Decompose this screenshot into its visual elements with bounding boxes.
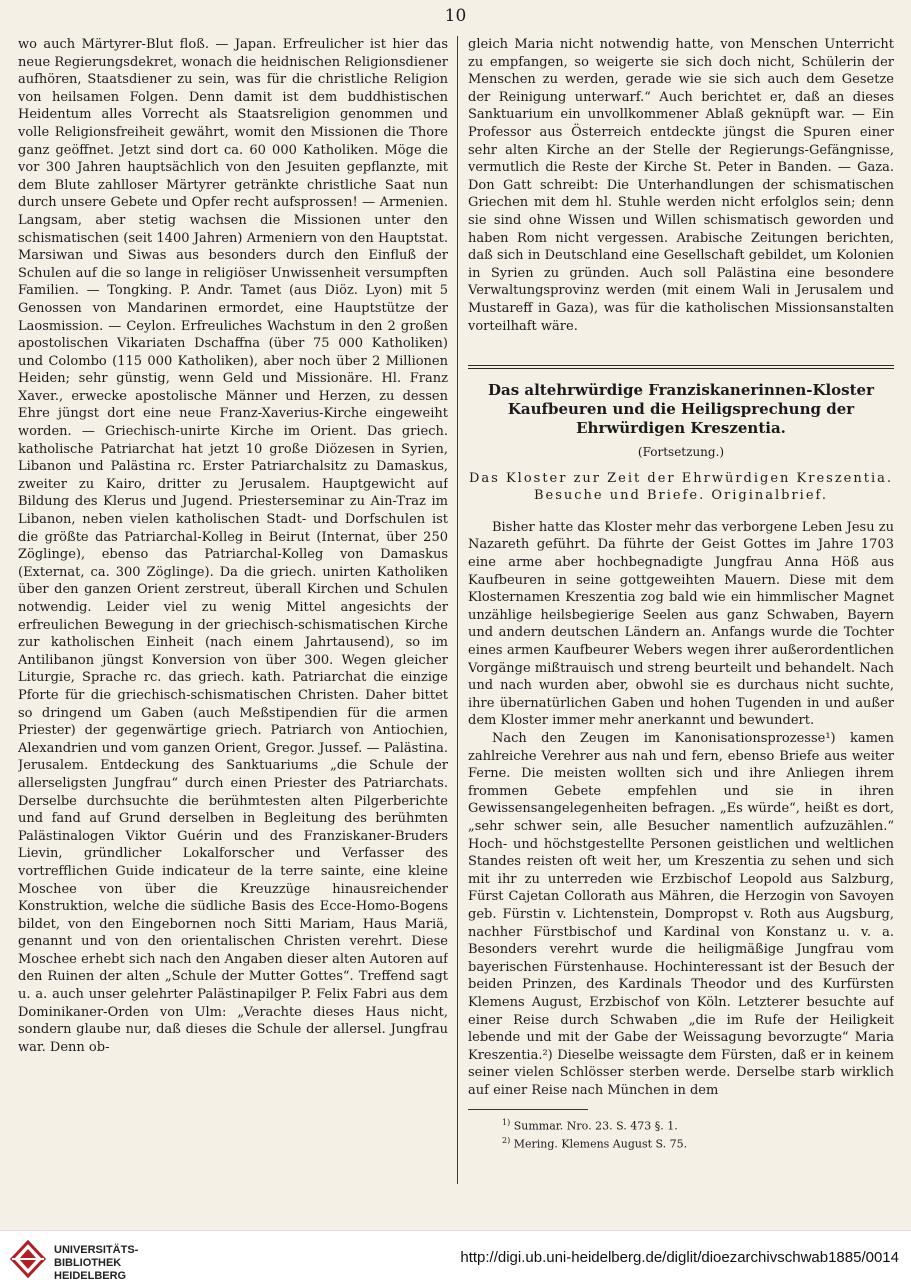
footnote-text: Summar. Nro. 23. S. 473 §. 1. — [513, 1120, 678, 1134]
university-library-logo-icon[interactable] — [8, 1239, 48, 1279]
source-url-link[interactable]: http://digi.ub.uni-heidelberg.de/diglit/dioezarchivschwab1885/0014 — [460, 1249, 899, 1266]
article-paragraph: Nach den Zeugen im Kanonisationsprozesse¹) kamen zahlreiche Verehrer aus nah und fern, ebenso Briefe aus weiter Ferne. Die meisten wollten sich und ihre Anliegen ihrem frommen Gebete empfehlen und sie in ihren Gewissensangelegenheiten befragen. „Es würde“, heißt es dort, „sehr schwer sein, alle Besucher namentlich aufzuzählen.“ Hoch- und höchstgestellte Personen geistlichen und weltlichen Standes reisten oft weit her, um Kreszentia zu sehen und sich mit ihr zu unterreden wie Erzbischof Leopold aus Salzburg, Fürst Cajetan Collorath aus Mähren, die Herzogin von Savoyen geb. Fürstin v. Lichtenstein, Dompropst v. Roth aus Augsburg, nachher Fürstbischof und Kardinal von Konstanz u. v. a. Besonders verehrt wurde die heiligmäßige Jungfrau vom bayerischen Fürstenhause. Hochinteressant ist der Besuch der beiden Prinzen, des Kardinals Theodor und des Kurfürsten Klemens August, Erzbischof von Köln. Letzterer besuchte auf einer Reise durch Schwaben „die im Rufe der Heiligkeit lebende und mit der Gabe der Weissagung bevorzugte“ Maria Kreszentia.²) Dieselbe weissagte dem Fürsten, daß er in keinem seiner vielen Schlösser sterben werde. Derselbe starb wirklich auf einer Reise nach München in dem — [468, 731, 894, 1098]
article-paragraph: Bisher hatte das Kloster mehr das verborgene Leben Jesu zu Nazareth geführt. Da führte der Geist Gottes im Jahre 1703 eine arme aber hochbegnadigte Jungfrau Anna Höß aus Kaufbeuren in seine gottgeweihten Mauern. Diese mit dem Klosternamen Kreszentia zog bald wie ein himmlischer Magnet unzählige heilsbegierige Seelen aus ganz Schwaben, Bayern und andern deutschen Ländern an. Anfangs wurde die Tochter eines armen Kaufbeurer Webers wegen ihrer außerordentlichen Vorgänge mißtrauisch und streng beurteilt und behandelt. Nach und nach wurden aber, obwohl sie es durchaus nicht suchte, ihre übernatürlichen Gaben und hohen Tugenden in und außer dem Kloster immer mehr anerkannt und bewundert. — [468, 519, 894, 729]
column-divider — [457, 36, 458, 1184]
continued-label: (Fortsetzung.) — [637, 445, 725, 460]
right-column — [468, 36, 894, 1186]
page-number: 10 — [444, 6, 467, 26]
footnote-rule — [468, 1109, 588, 1110]
footnote-mark: 1) — [502, 1118, 511, 1128]
left-column — [18, 36, 448, 1186]
article-separator — [468, 365, 894, 369]
footnote-text: Mering. Klemens August S. 75. — [513, 1137, 688, 1151]
footnote — [502, 1134, 894, 1152]
left-column-text: wo auch Märtyrer-Blut floß. — Japan. Erfreulicher ist hier das neue Regierungsdekret, wonach die heidnischen Religionsdiener aufhören, Staatsdiener zu sein, was für die christliche Religion von heilsamen Folgen. Denn damit ist dem buddhistischen Heidentum alles Vorrecht als Staatsreligion genommen und volle Religionsfreiheit gewährt, womit den Missionen die Thore ganz geöffnet. Jetzt sind dort ca. 60 000 Katholiken. Möge die vor 300 Jahren hauptsächlich von den Jesuiten gepflanzte, mit dem Blute zahlloser Märtyrer getränkte christliche Saat nun durch unsere Gebete und Opfer recht aufsprossen! — Armenien. Langsam, aber stetig wachsen die Missionen unter den schismatischen (seit 1400 Jahren) Armeniern von den Hauptstat. Marsiwan und Siwas aus besonders durch den Einfluß der Schulen auf die so lange in religiöser Unwissenheit versumpften Familien. — Tongking. P. Andr. Tamet (aus Diöz. Lyon) mit 5 Genossen von Mandarinen ermordet, eine Hauptstütze der Laosmission. — Ceylon. Erfreuliches Wachstum in den 2 großen apostolischen Vikariaten Dschaffna (über 75 000 Katholiken) und Colombo (115 000 Katholiken), aber noch über 2 Millionen Heiden; sehr günstig, wenn Geld und Missionäre. Hl. Franz Xaver., erwecke apostolische Männer und Herzen, zu dessen Ehre jüngst dort eine neue Franz-Xaverius-Kirche eingeweiht worden. — Griechisch-unirte Kirche im Orient. Das griech. katholische Patriarchat hat jetzt 10 große Diözesen in Syrien, Libanon und Palästina rc. Erster Patriarchalsitz zu Damaskus, zweiter zu Kairo, dritter zu Jerusalem. Hauptgewicht auf Bildung des Klerus und Jugend. Priesterseminar zu Ain-Traz im Libanon, neben vielen katholischen Stadt- und Dorfschulen ist die größte das Patriarchal-Kolleg in Beirut (Internat, über 250 Zöglinge), ebenso das Patriarchal-Kolleg von Damaskus (Externat, ca. 300 Zöglinge). Da die griech. unirten Katholiken über den ganzen Orient zerstreut, überall Kirchen und Schulen notwendig. Leider viel zu wenig Mittel angesichts der erfreulichen Bewegung in der griechisch-schismatischen Kirche zur katholischen Einheit (nach einem Jahrtausend), so im Antilibanon jüngst Konversion von über 300. Wegen gleicher Liturgie, Sprache rc. das griech. kath. Patriarchat die einzige Pforte für die griechisch-schismatischen Christen. Daher bittet so dringend um Gaben (auch Meßstipendien für die armen Priester) der gegenwärtige griech. Patriarch von Antiochien, Alexandrien und vom ganzen Orient, Gregor. Jussef. — Palästina. Jerusalem. Entdeckung des Sanktuariums „die Schule der allerseligsten Jungfrau“ durch einen Priester des Patriarchats. Derselbe durchsuchte die berühmtesten alten Pilgerberichte und fand auf Grund derselben in Begleitung des berühmten Palästinalogen Viktor Guérin und des Franziskaner-Bruders Lievin, gründlicher Lokalforscher und Verfasser des vortrefflichen Guide indicateur de la terre sainte, eine kleine Moschee von über die Kreuzzüge hinausreichender Konstruktion, welche die südliche Basis des Ecce-Homo-Bogens bildet, von den Eingebornen noch Sitti Mariam, Haus Mariä, genannt und von den orientalischen Christen verehrt. Diese Moschee erhebt sich nach den Angaben dieser alten Autoren auf den Ruinen der alten „Schule der Mutter Gottes“. Treffend sagt u. a. auch unser gelehrter Palästinapilger P. Felix Fabri aus dem Dominikaner-Orden von Ulm: „Verachte dieses Haus nicht, sondern glaube nur, daß dieses die Schule der allersel. Jungfrau war. Denn ob- — [18, 37, 448, 1055]
footnote — [502, 1116, 894, 1134]
footnote-mark: 2) — [502, 1136, 511, 1146]
viewer-footer — [0, 1230, 911, 1287]
library-name[interactable]: UNIVERSITÄTS- BIBLIOTHEK HEIDELBERG — [54, 1244, 139, 1282]
section-heading: Das Kloster zur Zeit der Ehrwürdigen Kreszentia. Besuche und Briefe. Originalbrief. — [468, 470, 894, 504]
article-title: Das altehrwürdige Franziskanerinnen-Kloster Kaufbeuren und die Heiligsprechung der Ehrwürdigen Kreszentia. — [487, 381, 875, 438]
right-column-intro: gleich Maria nicht notwendig hatte, von Menschen Unterricht zu empfangen, so weigerte sie sich doch nicht, Schülerin der Menschen zu werden, gerade wie sie sich auch dem Gesetze der Reinigung unterwarf.“ Auch berichtet er, daß an dieses Sanktuarium ein unvollkommener Ablaß geknüpft war. — Ein Professor aus Österreich entdeckte jüngst die Spuren einer sehr alten Kirche an der Stelle der Regierungs-Gefängnisse, vermutlich die Reste der Kirche St. Peter in Banden. — Gaza. Don Gatt schreibt: Die Unterhandlungen der schismatischen Griechen mit dem hl. Stuhle werden nicht erfolglos sein; denn sie sind ohne Wissen und Willen schismatisch geworden und haben Rom nicht vergessen. Arabische Zeitungen berichten, daß sich in Deutschland eine Gesellschaft gebildet, um Kolonien in Syrien zu gründen. Auch soll Palästina eine besondere Verwaltungsprovinz werden (mit einem Wali in Jerusalem und Mustareff in Gaza), was für die katholischen Missionsanstalten vorteilhaft wäre. — [468, 37, 894, 334]
